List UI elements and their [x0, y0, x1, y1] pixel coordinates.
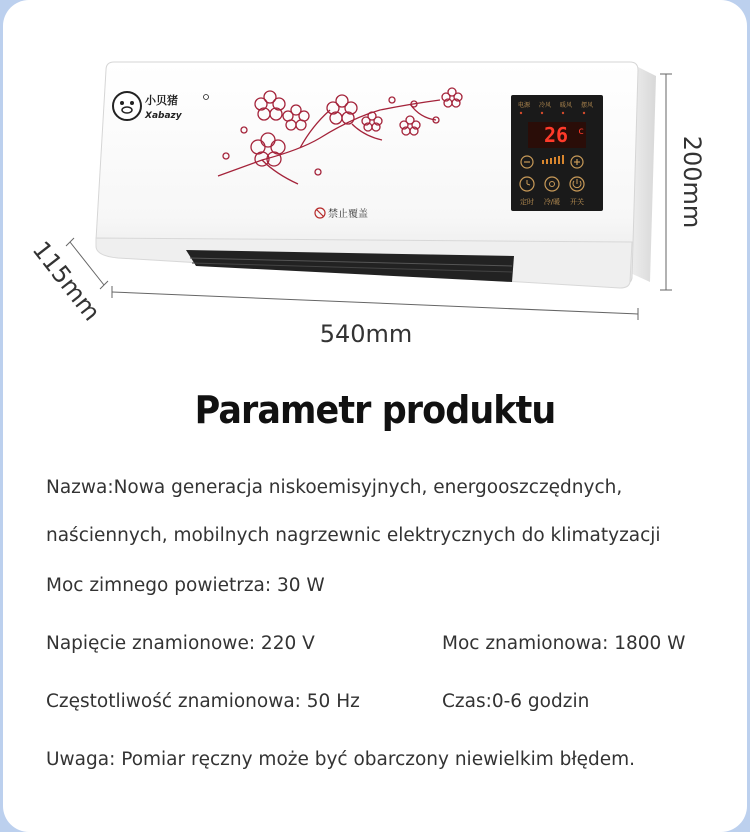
panel-label-mode: 冷/暖: [543, 198, 561, 206]
panel-label-timer: 定时: [520, 198, 534, 206]
spec-name-line1: Nazwa:Nowa generacja niskoemisyjnych, energooszczędnych,: [46, 477, 623, 498]
panel-label-swing: 摆风: [581, 102, 594, 109]
panel-label-switch: 开关: [570, 198, 584, 206]
spec-note: Uwaga: Pomiar ręczny może być obarczony niewielkim błędem.: [46, 749, 636, 770]
logo-cn-text: 小贝猪: [145, 94, 178, 107]
height-dimension: 200mm: [678, 135, 706, 229]
panel-label-warm: 暖风: [560, 102, 573, 109]
panel-label-power: 电源: [518, 102, 531, 109]
temperature-unit: c: [578, 126, 585, 137]
spec-time: Czas:0-6 godzin: [442, 691, 590, 712]
heater-illustration: [0, 0, 750, 370]
logo-en-text: Xabazy: [145, 111, 182, 121]
warning-label: 禁止覆盖: [328, 209, 368, 220]
spec-rated-power: Moc znamionowa: 1800 W: [442, 633, 686, 654]
spec-name-line2: naściennych, mobilnych nagrzewnic elektrycznych do klimatyzacji: [46, 525, 661, 546]
depth-dimension: 115mm: [26, 235, 106, 327]
spec-voltage: Napięcie znamionowe: 220 V: [46, 633, 315, 654]
temperature-display: 26: [543, 123, 569, 147]
control-panel: [511, 95, 603, 211]
spec-cold-power: Moc zimnego powietrza: 30 W: [46, 575, 325, 596]
spec-frequency: Częstotliwość znamionowa: 50 Hz: [46, 691, 360, 712]
width-dimension: 540mm: [319, 320, 413, 348]
section-title: Parametr produktu: [194, 388, 556, 432]
panel-label-cold: 冷风: [539, 102, 552, 109]
